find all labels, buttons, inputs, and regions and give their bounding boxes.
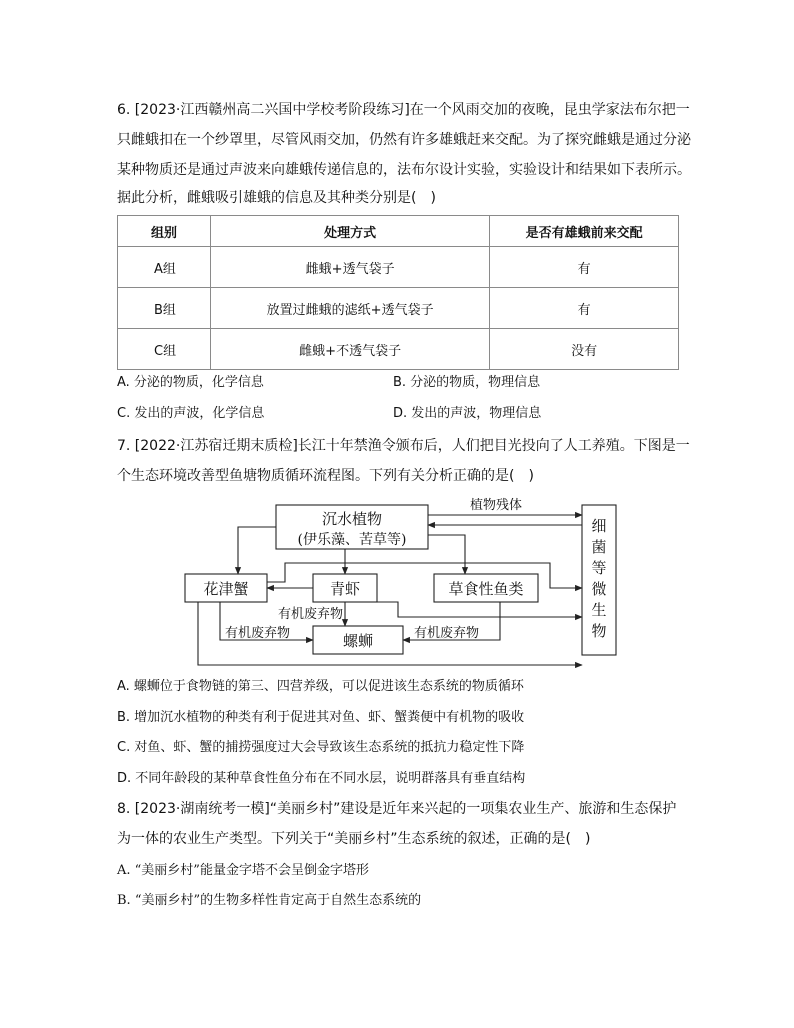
q7-option-b[interactable]: B. 增加沉水植物的种类有利于促进其对鱼、虾、蟹粪便中有机物的吸收: [117, 710, 525, 725]
label-microbes-char: 菌: [591, 538, 607, 556]
arrow-plants-to-fish: [428, 535, 465, 574]
label-microbes-char: 细: [591, 517, 607, 535]
q8-option-a[interactable]: A. “美丽乡村”能量金字塔不会呈倒金字塔形: [117, 863, 369, 878]
table-header-result: 是否有雄蛾前来交配: [490, 216, 679, 247]
label-crab: 花津蟹: [203, 580, 249, 598]
table-row: [118, 329, 679, 370]
q7-material-cycle-diagram: [180, 493, 620, 668]
table-row: [118, 288, 679, 329]
label-plants-line1: 沉水植物: [321, 510, 383, 528]
q7-stem-line-1: 7. [2022·江苏宿迁期末质检]长江十年禁渔令颁布后，人们把目光投向了人工养殖。下图是一: [117, 438, 690, 454]
q7-option-a[interactable]: A. 螺蛳位于食物链的第三、四营养级，可以促进该生态系统的物质循环: [117, 679, 524, 694]
label-microbes-char: 等: [591, 559, 607, 577]
label-microbes-char: 物: [591, 622, 607, 640]
arrow-shrimp-waste-to-microbes: [377, 602, 582, 617]
table-row: [118, 247, 679, 288]
q6-experiment-table: [117, 215, 679, 370]
q6-option-d[interactable]: D. 发出的声波，物理信息: [393, 406, 542, 421]
q7-option-c[interactable]: C. 对鱼、虾、蟹的捕捞强度过大会导致该生态系统的抵抗力稳定性下降: [117, 740, 525, 755]
label-shrimp: 青虾: [329, 580, 361, 598]
q6-stem-line-4: 据此分析，雌蛾吸引雄蛾的信息及其种类分别是( ): [117, 190, 436, 206]
table-header-treatment: 处理方式: [210, 216, 489, 247]
table-cell-treatment: 雌蛾+透气袋子: [210, 247, 489, 288]
q6-stem-line-1: 6. [2023·江西赣州高二兴国中学校考阶段练习]在一个风雨交加的夜晚，昆虫学家法布尔把一: [117, 102, 690, 118]
arrow-crab-to-microbes: [267, 563, 582, 588]
table-cell-group: B组: [118, 288, 211, 329]
table-cell-group: A组: [118, 247, 211, 288]
table-cell-result: 有: [490, 288, 679, 329]
table-cell-result: 有: [490, 247, 679, 288]
label-snail: 螺蛳: [342, 632, 374, 650]
label-organic-waste-2: 有机废弃物: [225, 626, 291, 641]
q6-stem-line-3: 某种物质还是通过声波来向雄蛾传递信息的，法布尔设计实验，实验设计和结果如下表所示。: [117, 162, 691, 178]
label-organic-waste-1: 有机废弃物: [278, 607, 344, 622]
q6-option-b[interactable]: B. 分泌的物质，物理信息: [393, 375, 541, 390]
q6-option-c[interactable]: C. 发出的声波，化学信息: [117, 406, 265, 421]
table-header-group: 组别: [118, 216, 211, 247]
table-header-row: [118, 216, 679, 247]
label-plants-line2: (伊乐藻、苦草等): [297, 532, 407, 548]
label-plant-residue: 植物残体: [470, 498, 523, 513]
arrow-plants-to-crab: [238, 527, 276, 574]
q8-stem-line-2: 为一体的农业生产类型。下列关于“美丽乡村”生态系统的叙述，正确的是( ): [117, 831, 591, 847]
table-cell-group: C组: [118, 329, 211, 370]
table-cell-treatment: 放置过雌蛾的滤纸+透气袋子: [210, 288, 489, 329]
table-cell-treatment: 雌蛾+不透气袋子: [210, 329, 489, 370]
table-cell-result: 没有: [490, 329, 679, 370]
label-organic-waste-3: 有机废弃物: [414, 626, 480, 641]
q7-option-d[interactable]: D. 不同年龄段的某种草食性鱼分布在不同水层，说明群落具有垂直结构: [117, 771, 526, 786]
label-herbivorous-fish: 草食性鱼类: [448, 580, 524, 598]
q6-option-a[interactable]: A. 分泌的物质，化学信息: [117, 375, 264, 390]
q6-stem-line-2: 只雌蛾扣在一个纱罩里，尽管风雨交加，仍然有许多雄蛾赶来交配。为了探究雌蛾是通过分泌: [117, 132, 691, 148]
q7-stem-line-2: 个生态环境改善型鱼塘物质循环流程图。下列有关分析正确的是( ): [117, 468, 534, 484]
q8-option-b[interactable]: B. “美丽乡村”的生物多样性肯定高于自然生态系统的: [117, 893, 422, 908]
label-microbes-char: 微: [591, 580, 607, 598]
label-microbes-char: 生: [591, 601, 607, 619]
q8-stem-line-1: 8. [2023·湖南统考一模]“美丽乡村”建设是近年来兴起的一项集农业生产、旅游和生态保护: [117, 801, 677, 817]
